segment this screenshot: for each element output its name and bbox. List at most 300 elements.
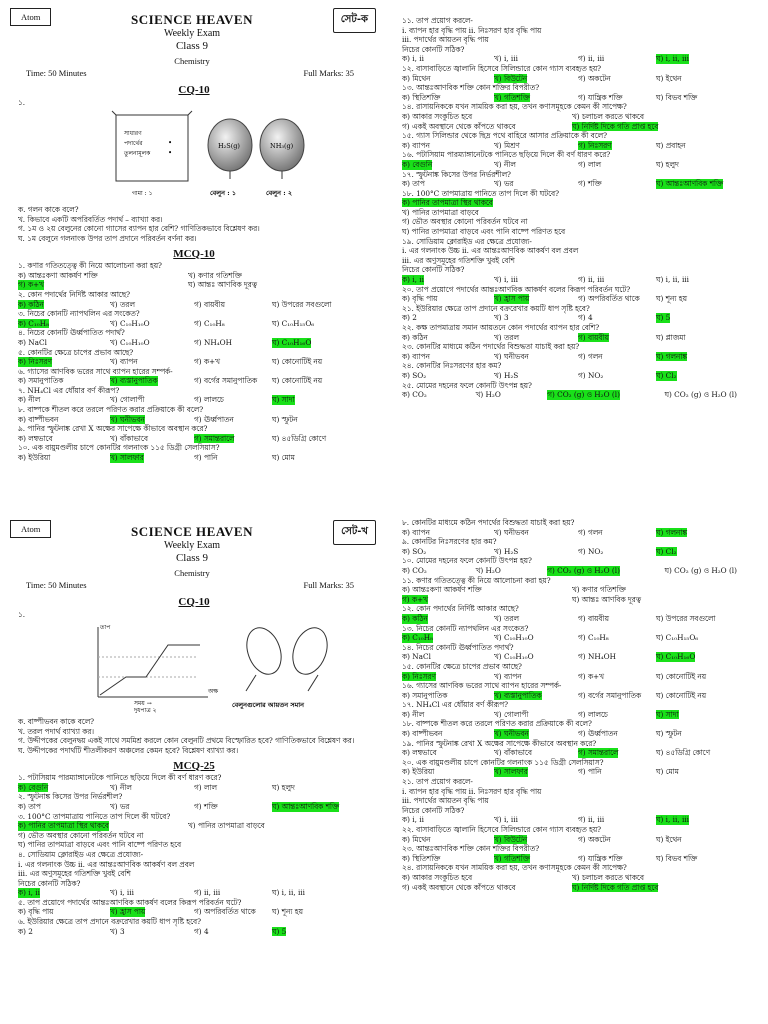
answer-option: খ) নীল — [110, 782, 132, 792]
fig-b-label-2: সময় → — [134, 700, 152, 708]
exam-name: Weekly Exam — [163, 540, 221, 551]
answer-option: খ) গতিশক্তি — [494, 92, 530, 102]
answer-option: গ) C₁₀H₈ — [578, 633, 609, 643]
answer-option: ক) ব্যাপন — [402, 140, 430, 150]
time-label: Time: 50 Minutes — [26, 68, 87, 78]
answer-option: ক) তাপ — [18, 801, 41, 811]
answer-option: ক) 2 — [402, 313, 417, 323]
cq-section-title: CQ-10 — [178, 596, 210, 608]
answer-option: খ) i, iii — [110, 888, 134, 898]
option-row — [18, 783, 370, 793]
answer-option: গ) একই অবস্থানে থেকে কাঁপতে থাকবে — [402, 121, 516, 131]
option-row — [18, 300, 370, 310]
answer-option: খ) বাঁকাভাবে — [110, 433, 148, 443]
answer-option: ক) i, ii — [402, 815, 424, 825]
answer-option: খ) C₁₀H₁₀O — [110, 318, 150, 328]
answer-option: গ) নিঃসরণ — [578, 140, 612, 150]
question-text: ১০. এক বায়ুমণ্ডলীয় চাপে কোনটির গলনাংক ১১৫ ডিগ্রী সেলসিয়াস? — [18, 443, 220, 453]
option-row — [402, 767, 754, 777]
question-text: ১১. তাপ প্রয়োগ করলে- — [402, 16, 473, 25]
exam-header — [0, 512, 384, 590]
answer-option: ঘ) স্ফুটন — [656, 729, 682, 739]
option-row — [402, 313, 754, 323]
question-text: ১. কণার গতিতত্ত্বে কী নিয়ে আলোচনা করা হয়? — [18, 261, 162, 271]
answer-option: ক) C₁₀H₈ — [18, 318, 49, 328]
question-text: ৯. কোনটির নিঃসরণের হার কম? — [402, 537, 497, 547]
answer-option: ক) বৃদ্ধি পায় — [18, 907, 54, 917]
question-text: iii. এর অণুসমূহের গতিশক্তি খুবই বেশি — [18, 869, 131, 879]
option-row — [18, 319, 370, 329]
answer-option: গ) 4 — [194, 926, 209, 936]
answer-option: গ) বায়বীয় — [578, 332, 609, 342]
balloon-figure — [18, 109, 370, 201]
set-kha-page-right — [384, 512, 768, 1024]
answer-option: ক) CO₂ — [402, 565, 427, 575]
answer-option: খ) হ্রাস পায় — [110, 907, 146, 917]
answer-option: ঘ) পানির তাপমাত্রা বাড়বে এবং পানি বাষ্পে পরিণত হবে — [18, 840, 182, 850]
answer-option: গ) CO₂ (g) ও H₂O (l) — [547, 565, 620, 575]
answer-option: গ) বায়বীয় — [194, 299, 225, 309]
answer-option: খ) পানির তাপমাত্রা বাড়বে — [188, 821, 265, 831]
question-text: ৩. নিচের কোনটি ন্যাপথলিন এর সংকেত? — [18, 309, 140, 319]
answer-option: ক) বৃদ্ধি পায় — [402, 294, 438, 304]
option-row — [402, 294, 754, 304]
exam-header — [0, 0, 384, 78]
option-row — [402, 333, 754, 343]
answer-option: খ) H₂O — [475, 390, 501, 400]
question-text: ১৪. রাসায়নিককে যখন সাময়িক করা হয়, তখন কণাসমূহকে কেমন কী সাপেক্ষ? — [402, 102, 627, 112]
answer-option: ক) আন্তঃকণা আকর্ষণ শক্তি — [18, 270, 98, 280]
answer-option: খ) বিউটেন — [494, 834, 528, 844]
answer-option: গ) ii, iii — [578, 54, 605, 64]
question-text: ৫. কোনটির ক্ষেত্রে চাপের প্রভাব আছে? — [18, 347, 134, 357]
answer-option: ঘ) বিভব শক্তি — [656, 853, 698, 863]
answer-option: ক) 2 — [18, 926, 33, 936]
answer-option: গ) লাল — [578, 159, 601, 169]
question-text: ১০. মোমের দহনের ফলে কোনটি উৎপন্ন হয়? — [402, 556, 532, 566]
answer-option: খ) তরল — [110, 299, 135, 309]
option-row — [402, 585, 754, 595]
answer-option: ক) i, ii — [402, 275, 424, 285]
question-text: i. এর গলনাংক উচ্চ ii. এর আন্তঃআণবিক আকর্ষণ বল প্রবল — [402, 246, 579, 256]
answer-option: গ) একই অবস্থানে থেকে কাঁপতে থাকবে — [402, 882, 516, 892]
answer-option: ঘ) CO₂ (g) ও H₂O (l) — [664, 390, 737, 400]
answer-option: খ) i, iii — [494, 275, 518, 285]
answer-option: ক) SO₂ — [402, 370, 427, 380]
question-text: ৪. নিচের কোনটি ঊর্ধ্বপাতিত পদার্থ? — [18, 328, 125, 338]
answer-option: ঘ) সাদা — [272, 395, 295, 405]
fig-label-5: বেলুন : ১ — [210, 189, 237, 198]
answer-option: খ) 3 — [494, 313, 509, 323]
question-text: ২৪. রাসায়নিককে যখন সাময়িক করা হয়, তখন কণাসমূহকে কেমন কী সাপেক্ষ? — [402, 863, 627, 873]
answer-option: ঘ) হলুদ — [272, 782, 295, 792]
option-row — [18, 434, 370, 444]
answer-option: গ) ক+খ — [18, 280, 44, 290]
set-label: সেট-খ — [333, 520, 376, 545]
question-text: ৮. বাষ্পকে শীতল করে তরলে পরিণত করার প্রক্রিয়াকে কী বলে? — [18, 405, 204, 415]
answer-option: ক) আকার সংকুচিত হবে — [402, 111, 473, 121]
answer-option: খ) ভর — [494, 179, 514, 189]
answer-option: গ) ক+খ — [578, 671, 604, 681]
answer-option: খ) সালফার — [110, 453, 144, 463]
question-text: ৫. তাপ প্রয়োগে পদার্থের আন্তঃআণবিক আকর্ষণ বলের কিরূপ পরিবর্তন ঘটে? — [18, 897, 242, 907]
option-row — [402, 122, 754, 132]
answer-option: গ) লালচে — [194, 395, 224, 405]
answer-option: গ) লালচে — [578, 709, 608, 719]
answer-option: ক) মিথেন — [402, 73, 431, 83]
answer-option: খ) গতিশক্তি — [494, 853, 530, 863]
option-row — [18, 888, 370, 898]
mcq-list — [18, 773, 370, 936]
answer-option: ক) নীল — [402, 709, 425, 719]
answer-option: গ) ঊর্ধ্বপাতন — [578, 729, 618, 739]
answer-option: ঘ) আন্তঃ আণবিক দূরত্ব — [188, 280, 257, 290]
answer-option: গ) NO₂ — [578, 370, 604, 380]
cq-sub-question: গ. ১ম ও ২য় বেলুনের কোনো গ্যাসের ব্যাপন হার বেশি? গাণিতিকভাবে বিশ্লেষণ কর। — [18, 224, 260, 234]
option-row — [402, 547, 754, 557]
answer-option: ক) তাপ — [402, 179, 425, 189]
answer-option: গ) অকটেন — [578, 834, 611, 844]
option-row — [18, 927, 370, 937]
answer-option: ঘ) আন্তঃ আণবিক দূরত্ব — [572, 594, 641, 604]
option-row — [402, 652, 754, 662]
option-row — [402, 93, 754, 103]
question-text: ৭. NH₄Cl এর ধোঁয়ার বর্ণ কীরূপ? — [18, 385, 120, 395]
question-text: ১৪. নিচের কোনটি ঊর্ধ্বপাতিত পদার্থ? — [402, 642, 514, 652]
answer-option: খ) H₂O — [475, 565, 501, 575]
time-label: Time: 50 Minutes — [26, 580, 87, 590]
exam-name: Weekly Exam — [163, 28, 221, 39]
answer-option: ক) বেগুনি — [18, 782, 49, 792]
answer-option: ঘ) প্লাজমা — [656, 332, 686, 342]
answer-option: গ) শক্তি — [194, 801, 218, 811]
answer-option: ক) ইউরিয়া — [18, 453, 51, 463]
answer-option: ঘ) 5 — [272, 926, 287, 936]
cq-sub-questions — [18, 205, 370, 243]
answer-option: খ) ঘনীভবন — [494, 351, 529, 361]
answer-option: গ) NO₂ — [578, 546, 604, 556]
option-row — [402, 566, 754, 576]
answer-option: গ) NH₄OH — [578, 652, 616, 662]
answer-option: ঘ) CO₂ (g) ও H₂O (l) — [664, 565, 737, 575]
answer-option: গ) যান্ত্রিক শক্তি — [578, 92, 623, 102]
option-row — [18, 453, 370, 463]
answer-option: ক) বেগুনি — [402, 159, 433, 169]
option-row — [18, 271, 370, 281]
option-row — [18, 338, 370, 348]
answer-option: খ) কণার গতিশক্তি — [188, 270, 242, 280]
marks-label: Full Marks: 35 — [303, 68, 354, 78]
answer-option: ঘ) মোম — [656, 767, 679, 777]
answer-option: ঘ) উপরের সবগুলো — [272, 299, 332, 309]
answer-option: ঘ) C₁₀H₁₆O — [656, 652, 696, 662]
question-text: ১৮. বাষ্পকে শীতল করে তরলে পরিণত করার প্রক্রিয়াকে কী বলে? — [402, 719, 592, 729]
answer-option: গ) লাল — [194, 782, 217, 792]
answer-option: ঘ) ইথেন — [656, 73, 682, 83]
fig-label-1: সাধারণ — [124, 130, 142, 138]
answer-option: গ) গলন — [578, 527, 603, 537]
answer-option: গ) পানি — [578, 767, 602, 777]
subject-name: Chemistry — [174, 568, 210, 578]
question-text: ১৫. কোনটির ক্ষেত্রে চাপের প্রভাব আছে? — [402, 661, 522, 671]
answer-option: খ) কণার গতিশক্তি — [572, 585, 626, 595]
answer-option: খ) 3 — [110, 926, 125, 936]
answer-option: গ) বায়বীয় — [578, 613, 609, 623]
question-text: ১১. কণার গতিতত্ত্বে কী নিয়ে আলোচনা করা হয়? — [402, 575, 551, 585]
answer-option: গ) ii, iii — [578, 815, 605, 825]
answer-option: গ) ক+খ — [194, 357, 220, 367]
answer-option: গ) যান্ত্রিক শক্তি — [578, 853, 623, 863]
answer-option: খ) ব্যাপন — [110, 357, 138, 367]
answer-option: ঘ) i, ii, iii — [272, 888, 305, 898]
answer-option: গ) বর্গের সমানুপাতিক — [194, 376, 258, 386]
option-row — [18, 395, 370, 405]
answer-option: ক) NaCl — [18, 337, 47, 347]
fig-label-6: বেলুন : ২ — [266, 189, 293, 198]
answer-option: খ) ব্যস্তানুপাতিক — [110, 376, 158, 386]
question-text: ২০. এক বায়ুমণ্ডলীয় চাপে কোনটির গলনাংক ১১৫ ডিগ্রী সেলসিয়াস? — [402, 757, 604, 767]
subject-name: Chemistry — [174, 56, 210, 66]
answer-option: গ) C₁₀H₈ — [194, 318, 225, 328]
option-row — [402, 390, 754, 400]
answer-option: ঘ) শূন্য হয় — [272, 907, 303, 917]
atom-label: Atom — [10, 8, 51, 26]
question-text: ১২. বাসাবাড়িতে জ্বালানি হিসেবে সিলিন্ডারে কোন গ্যাস ব্যবহৃত হয়? — [402, 63, 602, 73]
option-row — [402, 710, 754, 720]
answer-option: ঘ) i, ii, iii — [656, 54, 689, 64]
question-text: ১৩. আন্তঃআণবিক শক্তি কোন শক্তির বিপরীত? — [402, 83, 540, 93]
question-text: ৮. কোনটির মাধ্যমে কঠিন পদার্থের বিশুদ্ধতা যাচাই করা হয়? — [402, 518, 575, 527]
answer-option: গ) ii, iii — [194, 888, 221, 898]
question-text: ১৭. স্ফুটনাঙ্ক কিসের উপর নির্ভরশীল? — [402, 169, 511, 179]
answer-option: ঘ) বিভব শক্তি — [656, 92, 698, 102]
answer-option: ক) কঠিন — [402, 613, 428, 623]
cq-sub-question: ক. গলন কাকে বলে? — [18, 205, 79, 215]
answer-option: ঘ) Cl₂ — [656, 370, 677, 380]
answer-option: ক) CO₂ — [402, 390, 427, 400]
answer-option: ঘ) গলনাঙ্ক — [656, 351, 687, 361]
answer-option: খ) চলাচল করতে থাকবে — [572, 111, 644, 121]
question-text: ১২. কোন পদার্থের নির্দিষ্ট আকার আছে? — [402, 604, 519, 614]
cq-sub-question: ঘ. ১ম বেলুনে গলনাংক উপর তাপ প্রদানে পরিবর্তন বর্ণনা কর। — [18, 233, 197, 243]
answer-option: ঘ) ইথেন — [656, 834, 682, 844]
svg-text:NH₃(g): NH₃(g) — [270, 142, 294, 151]
option-row — [18, 357, 370, 367]
answer-option: ক) স্থিতিশক্তি — [402, 853, 441, 863]
answer-option: গ) শক্তি — [578, 179, 602, 189]
answer-option: গ) NH₄OH — [194, 337, 232, 347]
cq-sub-question: খ. কিভাবে একটি অপরিবর্তিত পদার্থ – ব্যাখ্যা কর। — [18, 214, 163, 224]
answer-option: ঘ) পানির তাপমাত্রা বাড়বে এবং পানি বাষ্পে পরিণত হবে — [402, 227, 566, 237]
answer-option: গ) অপরিবর্তিত থাকে — [194, 907, 256, 917]
answer-option: খ) গোলাপী — [494, 709, 529, 719]
mcq-section-title: MCQ-25 — [173, 759, 215, 772]
set-ka-page-left — [0, 0, 384, 512]
answer-option: খ) মিশ্রণ — [494, 140, 520, 150]
question-text: i. ব্যাপন হার বৃদ্ধি পায় ii. নিঃসরণ হার বৃদ্ধি পায় — [402, 786, 542, 796]
answer-option: খ) ঘনীভবন — [494, 729, 529, 739]
option-row — [18, 907, 370, 917]
answer-option: ঘ) নির্দিষ্ট দিকে গতি প্রাপ্ত হবে — [572, 882, 659, 892]
option-row — [402, 835, 754, 845]
option-row — [402, 74, 754, 84]
option-row — [402, 815, 754, 825]
option-row — [402, 691, 754, 701]
answer-option: ঘ) স্ফুটন — [272, 414, 298, 424]
question-text: ৪. সোডিয়াম ক্লোরাইড এর ক্ষেত্রে প্রযোজ্য- — [18, 849, 144, 859]
option-row — [18, 821, 370, 831]
question-text: নিচের কোনটি সঠিক? — [402, 44, 465, 54]
balloon-diagram — [18, 109, 358, 201]
answer-option: ঘ) গলনাঙ্ক — [656, 527, 687, 537]
option-row — [402, 672, 754, 682]
answer-option: খ) ব্যস্তানুপাতিক — [494, 690, 542, 700]
answer-option: খ) বাঁকাভাবে — [494, 748, 532, 758]
answer-option: ঘ) কোনোটিই নয় — [272, 357, 323, 367]
answer-option: ক) ব্যাপন — [402, 527, 430, 537]
class-name: Class 9 — [175, 552, 209, 564]
answer-option: গ) ii, iii — [578, 275, 605, 285]
cq-sub-question: ঘ. উদ্দীপকের পদার্থটি শীতলীকরণ অঞ্চলের কেমন হবে? বিশ্লেষণ ব্যাখ্যা কর। — [18, 745, 239, 755]
answer-option: ঘ) নির্দিষ্ট দিকে গতি প্রাপ্ত হবে — [572, 121, 659, 131]
question-text: ২৪. কোনটির নিঃসরণের হার কম? — [402, 361, 502, 371]
answer-option: গ) ঊর্ধ্বপাতন — [194, 414, 234, 424]
question-text: ৩. 100°C তাপমাত্রায় পানিতে তাপ দিলে কী ঘটবে? — [18, 811, 171, 821]
answer-option: ক) C₁₀H₈ — [402, 633, 433, 643]
answer-option: গ) অকটেন — [578, 73, 611, 83]
svg-text:•: • — [168, 149, 173, 158]
answer-option: ক) সমানুপাতিক — [18, 376, 64, 386]
answer-option: ঘ) কোনোটিই নয় — [272, 376, 323, 386]
answer-option: ঘ) শূন্য হয় — [656, 294, 687, 304]
answer-option: খ) চলাচল করতে থাকবে — [572, 872, 644, 882]
answer-option: ক) লম্বভাবে — [402, 748, 437, 758]
answer-option: খ) নীল — [494, 159, 516, 169]
answer-option: ক) i, ii — [402, 54, 424, 64]
option-row — [402, 352, 754, 362]
question-text: ২১. ইউরিয়ার ক্ষেত্রে তাপ প্রদানে বক্ররেখার কয়টি ধাপ সৃষ্টি হবে? — [402, 303, 590, 313]
answer-option: ক) ব্যাপন — [402, 351, 430, 361]
question-text: ২১. তাপ প্রয়োগ করলে- — [402, 777, 473, 787]
question-text: ২৩. আন্তঃআণবিক শক্তি কোন শক্তির বিপরীত? — [402, 844, 540, 854]
heating-curve-diagram — [18, 621, 358, 713]
answer-option: খ) তরল — [494, 332, 519, 342]
answer-option: খ) H₂S — [494, 546, 519, 556]
answer-option: খ) C₁₀H₁₀O — [494, 652, 534, 662]
cq-number: ১. — [18, 97, 26, 107]
answer-option: ক) বাষ্পীভবন — [18, 414, 59, 424]
question-text: নিচের কোনটি সঠিক? — [402, 265, 465, 275]
answer-option: ক) নিঃসরণ — [402, 671, 436, 681]
option-row — [18, 415, 370, 425]
question-text: ১৬. গ্যাসের আণবিক ভরের সাথে ব্যাপন হারের সম্পর্ক- — [402, 681, 562, 691]
answer-option: ঘ) i, ii, iii — [656, 815, 689, 825]
option-row — [402, 633, 754, 643]
answer-option: খ) বিউটেন — [494, 73, 528, 83]
cq-number: ১. — [18, 609, 26, 619]
marks-label: Full Marks: 35 — [303, 580, 354, 590]
answer-option: ঘ) মোম — [272, 453, 295, 463]
fig-label-4: গামা : ১ — [132, 190, 153, 198]
answer-option: ক) বাষ্পীভবন — [402, 729, 443, 739]
option-row — [402, 141, 754, 151]
mcq-list — [402, 518, 754, 892]
question-text: ৬. গ্যাসের আণবিক ভরের সাথে ব্যাপন হারের সম্পর্ক- — [18, 366, 173, 376]
answer-option: ঘ) Cl₂ — [656, 546, 677, 556]
option-row — [402, 729, 754, 739]
question-text: ১৭. NH₄Cl এর ধোঁয়ার বর্ণ কীরূপ? — [402, 700, 508, 710]
cq-sub-question: গ. উদ্দীপকের বেলুনদ্বয় একই সাথে সমমিশ্র করলে কোন বেলুনটি প্রথমে বিস্ফোরিত হবে? গাণিতিকভাবে বিশ্লেষণ কর। — [18, 736, 355, 746]
atom-label: Atom — [10, 520, 51, 538]
answer-option: খ) i, iii — [494, 815, 518, 825]
fig-b-label-5: বেলুনগুলোর আয়তন সমান — [232, 701, 305, 710]
answer-option: ক) আন্তঃকণা আকর্ষণ শক্তি — [402, 585, 482, 595]
set-ka-page-right — [384, 0, 768, 512]
answer-option: খ) ব্যাপন — [494, 671, 522, 681]
answer-option: খ) ঘনীভবন — [494, 527, 529, 537]
question-text: ১৩. নিচের কোনটি ন্যাপথলিন এর সংকেত? — [402, 623, 529, 633]
answer-option: ঘ) ৪৫ডিগ্রি কোণে — [656, 748, 710, 758]
answer-option: ক) পানির তাপমাত্রা স্থির থাকবে — [18, 821, 109, 831]
answer-option: গ) সমান্তরালে — [578, 748, 619, 758]
option-row — [18, 802, 370, 812]
answer-option: ঘ) C₁₀H₁₅O₆ — [656, 633, 699, 643]
answer-option: খ) পানির তাপমাত্রা বাড়বে — [402, 207, 479, 217]
mcq-section-title: MCQ-10 — [173, 247, 215, 260]
answer-option: খ) C₁₀H₁₀O — [494, 633, 534, 643]
answer-option: খ) ঘনীভবন — [110, 414, 145, 424]
answer-option: ঘ) i, ii, iii — [656, 275, 689, 285]
answer-option: খ) হ্রাস পায় — [494, 294, 530, 304]
question-text: ১৮. 100°C তাপমাত্রায় পানিতে তাপ দিলে কী ঘটবে? — [402, 188, 560, 198]
question-text: ২৩. কোনটির মাধ্যমে কঠিন পদার্থের বিশুদ্ধতা যাচাই করা হয়? — [402, 342, 580, 352]
answer-option: ক) সমানুপাতিক — [402, 690, 448, 700]
brand-title: SCIENCE HEAVEN — [131, 12, 253, 27]
question-text: iii. পদার্থের আয়তন বৃদ্ধি পায় — [402, 796, 489, 806]
svg-text:•: • — [168, 139, 173, 148]
question-text: iii. পদার্থের আয়তন বৃদ্ধি পায় — [402, 35, 489, 45]
answer-option: খ) i, iii — [494, 54, 518, 64]
answer-option: গ) গলন — [578, 351, 603, 361]
option-row — [18, 376, 370, 386]
answer-option: ক) স্থিতিশক্তি — [402, 92, 441, 102]
answer-option: ঘ) C₁₀H₁₅O₆ — [272, 318, 315, 328]
answer-option: ক) i, ii — [18, 888, 40, 898]
answer-option: ক) নিঃসরণ — [18, 357, 52, 367]
answer-option: খ) তরল — [494, 613, 519, 623]
question-text: ১৬. পটাসিয়াম পারম্যাঙ্গানেটকে পানিতে ছড়িয়ে দিলে কী বর্ণ ধারণ করে? — [402, 150, 611, 160]
option-row — [18, 280, 370, 290]
answer-option: গ) বর্গের সমানুপাতিক — [578, 690, 642, 700]
option-row — [402, 112, 754, 122]
option-row — [402, 275, 754, 285]
cq-sub-question: ক. বাষ্পীভবন কাকে বলে? — [18, 717, 95, 727]
option-row — [402, 854, 754, 864]
answer-option: ক) SO₂ — [402, 546, 427, 556]
option-row — [402, 614, 754, 624]
question-text: ২৫. মোমের দহনের ফলে কোনটি উৎপন্ন হয়? — [402, 380, 532, 390]
answer-option: গ) সমান্তরালে — [194, 433, 235, 443]
answer-option: ক) NaCl — [402, 652, 431, 662]
option-row — [402, 748, 754, 758]
option-row — [402, 160, 754, 170]
option-row — [402, 595, 754, 605]
option-row — [402, 873, 754, 883]
answer-option: ঘ) প্রবাহন — [656, 140, 686, 150]
question-text: ২০. তাপ প্রয়োগে পদার্থের আন্তঃআণবিক আকর্ষণ বলের কিরূপ পরিবর্তন ঘটে? — [402, 284, 631, 294]
svg-text:H₂S(g): H₂S(g) — [218, 142, 240, 151]
option-row — [402, 528, 754, 538]
